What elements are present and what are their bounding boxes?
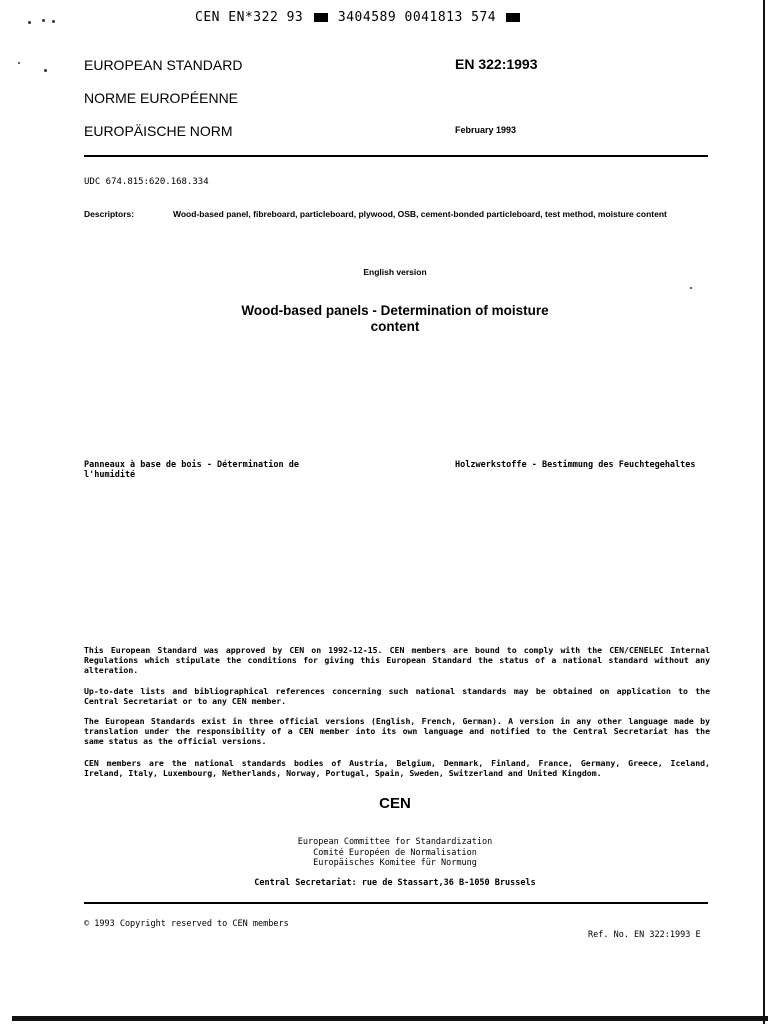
title-line-1: Wood-based panels - Determination of moisture <box>241 303 549 318</box>
paragraph-references: Up-to-date lists and bibliographical references concerning such national standards may be obtained on application to the Central Secretariat or to any CEN member. <box>84 686 710 706</box>
paragraph-approval: This European Standard was approved by CEN on 1992-12-15. CEN members are bound to comply with the CEN/CENELEC Internal Regulations which stipulate the conditions for giving this European Standard the status of a national standard without any alteration. <box>84 645 710 675</box>
udc-code: UDC 674.815:620.168.334 <box>84 177 209 187</box>
cen-names <box>0 837 768 869</box>
version-note: English version <box>363 267 427 277</box>
title-line-2: content <box>370 319 420 334</box>
central-secretariat: Central Secretariat: rue de Stassart,36 B-1050 Brussels <box>254 878 536 888</box>
title-german: Holzwerkstoffe - Bestimmung des Feuchtegehaltes <box>455 460 696 470</box>
descriptors-text: Wood-based panel, fibreboard, particleboard, plywood, OSB, cement-bonded particleboard, test method, moisture content <box>173 209 667 219</box>
cen-name-german: Europäisches Komitee für Normung <box>313 858 477 868</box>
scan-border-bottom <box>12 1016 768 1021</box>
cen-logo: CEN <box>379 795 411 812</box>
scan-speck <box>28 21 31 24</box>
label-norme-europeenne: NORME EUROPÉENNE <box>84 90 239 106</box>
document-code: CEN EN*322 93 <box>195 10 304 25</box>
descriptors-label: Descriptors: <box>84 209 135 219</box>
scan-speck <box>44 69 47 72</box>
paragraph-versions: The European Standards exist in three official versions (English, French, German). A version in any other language made by translation under the responsibility of a CEN member into its own language and notified to the Central Secretariat has the same status as the official versions. <box>84 716 710 746</box>
header-divider <box>84 155 708 157</box>
scan-speck <box>690 287 692 289</box>
label-europaische-norm: EUROPÄISCHE NORM <box>84 123 233 139</box>
scan-speck <box>18 62 20 64</box>
footer-divider <box>84 902 708 904</box>
redaction-block <box>314 13 328 22</box>
document-title <box>0 303 768 335</box>
label-european-standard: EUROPEAN STANDARD <box>84 57 243 73</box>
document-serial: 3404589 0041813 574 <box>337 10 497 25</box>
reference-number: Ref. No. EN 322:1993 E <box>588 930 701 940</box>
copyright-notice: © 1993 Copyright reserved to CEN members <box>84 919 289 929</box>
scan-speck <box>52 20 55 23</box>
scan-speck <box>42 19 45 22</box>
redaction-block <box>506 13 520 22</box>
cen-name-french: Comité Européen de Normalisation <box>313 847 477 858</box>
standard-number: EN 322:1993 <box>455 56 538 72</box>
scan-border-right <box>763 0 765 1024</box>
paragraph-members: CEN members are the national standards bodies of Austria, Belgium, Denmark, Finland, France, Germany, Greece, Iceland, Ireland, Italy, Luxembourg, Netherlands, Norway, Portugal, Spain, Sweden, Switzerland and United Kingdom. <box>84 758 710 778</box>
document-id-line <box>195 10 522 25</box>
title-french: Panneaux à base de bois - Détermination de l'humidité <box>84 460 299 480</box>
standard-date: February 1993 <box>455 125 517 135</box>
cen-name-english: European Committee for Standardization <box>297 837 493 847</box>
